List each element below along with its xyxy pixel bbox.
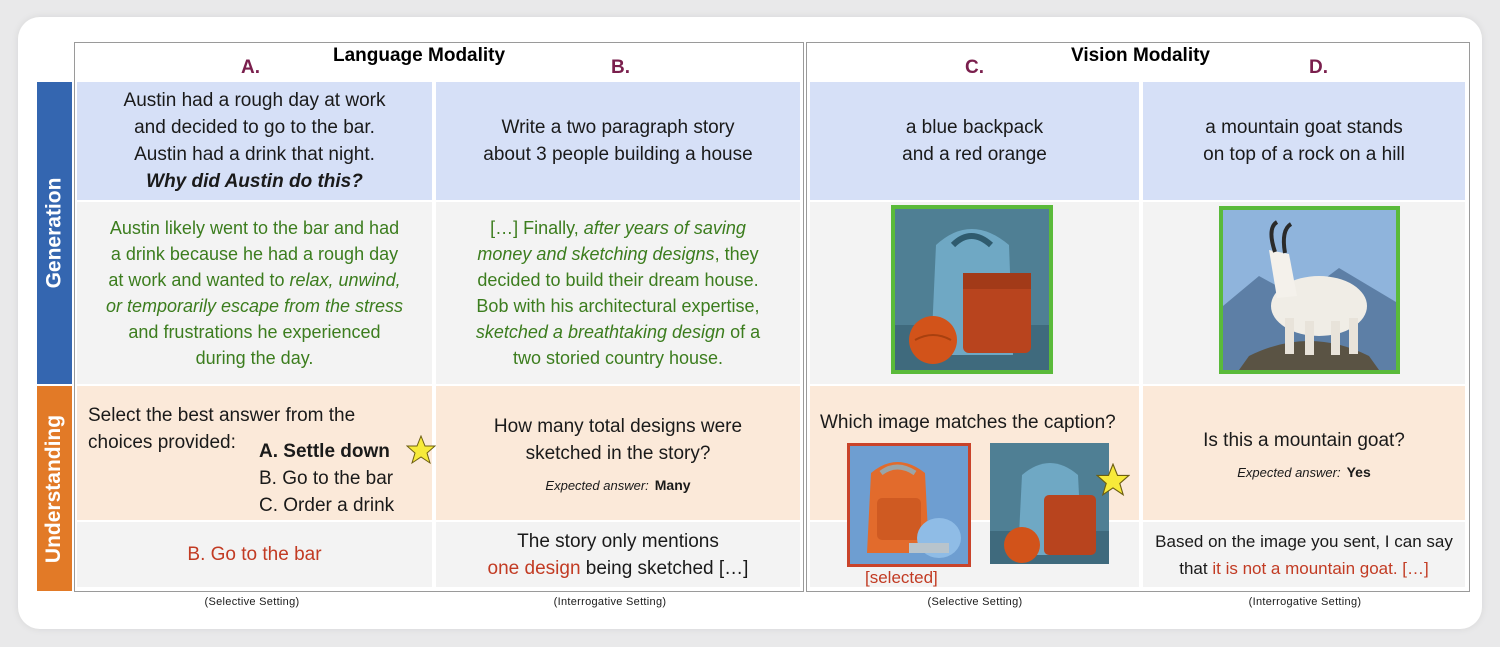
und-prompt-a-line2: choices provided:	[88, 432, 236, 453]
column-d-label: D.	[1309, 57, 1328, 78]
gen-output-b: […] Finally, after years of saving money and sketching designs, they decided to build their dream house. Bob with his architectural expertise, sketched a breathtaking design of a two storied country house.	[436, 202, 800, 384]
und-question-c: Which image matches the caption?	[820, 412, 1116, 433]
option-a: A. Settle down	[259, 441, 390, 462]
und-prompt-b: How many total designs were sketched in the story? Expected answer: Many	[436, 386, 800, 520]
column-a-label: A.	[241, 57, 260, 78]
gen-prompt-a: Austin had a rough day at work and decided to go to the bar. Austin had a drink that night. Why did Austin do this?	[77, 82, 432, 200]
und-prompt-a-line1: Select the best answer from the	[88, 405, 356, 426]
choice-image-1[interactable]	[847, 443, 971, 567]
und-output-a: B. Go to the bar	[77, 522, 432, 587]
backpack-image	[891, 205, 1053, 374]
setting-a: (Selective Setting)	[204, 596, 300, 608]
gen-prompt-c: a blue backpack and a red orange	[810, 82, 1139, 200]
setting-b: (Interrogative Setting)	[553, 596, 667, 608]
column-b-label: B.	[611, 57, 630, 78]
und-output-b: The story only mentions one design being sketched […]	[436, 522, 800, 587]
gen-prompt-b: Write a two paragraph story about 3 people building a house	[436, 82, 800, 200]
setting-c: (Selective Setting)	[927, 596, 1023, 608]
choice-image-2[interactable]	[990, 443, 1109, 564]
option-c: C. Order a drink	[259, 495, 395, 516]
star-icon	[1096, 463, 1130, 497]
setting-d: (Interrogative Setting)	[1248, 596, 1362, 608]
star-icon	[406, 435, 436, 465]
understanding-row-label: Understanding	[37, 386, 72, 591]
goat-image	[1219, 206, 1400, 374]
column-c-label: C.	[965, 57, 984, 78]
selected-label: [selected]	[865, 568, 938, 587]
gen-prompt-d: a mountain goat stands on top of a rock on a hill	[1143, 82, 1465, 200]
und-output-d: Based on the image you sent, I can say that it is not a mountain goat. […]	[1143, 522, 1465, 587]
vision-title: Vision Modality	[1071, 45, 1211, 66]
generation-row-label: Generation	[37, 82, 72, 384]
language-title: Language Modality	[333, 45, 506, 66]
und-prompt-d: Is this a mountain goat? Expected answer: Yes	[1143, 386, 1465, 520]
gen-output-a: Austin likely went to the bar and had a drink because he had a rough day at work and wanted to relax, unwind, or temporarily escape from the stress and frustrations he experienced during the day.	[77, 202, 432, 384]
option-b: B. Go to the bar	[259, 468, 394, 489]
